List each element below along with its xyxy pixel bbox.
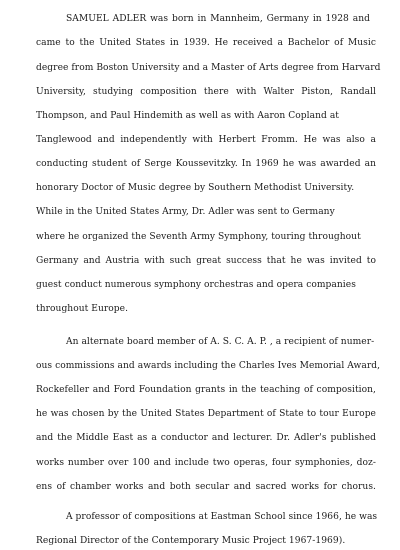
text-line: he was chosen by the United States Department of State to tour Europe: [36, 409, 376, 419]
text-line: throughout Europe.: [36, 304, 129, 314]
text-line: While in the United States Army, Dr. Adler was sent to Germany: [36, 207, 335, 217]
text-line: A professor of compositions at Eastman School since 1966, he was: [66, 512, 378, 522]
text-line: ous commissions and awards including the Charles Ives Memorial Award,: [36, 361, 381, 371]
text-line: and the Middle East as a conductor and lecturer. Dr. Adler's published: [36, 433, 376, 443]
text-line: Regional Director of the Contemporary Music Project 1967-1969).: [36, 536, 346, 546]
text-line: ens of chamber works and both secular and sacred works for chorus.: [36, 482, 376, 492]
text-line: works number over 100 and include two operas, four symphonies, doz-: [36, 458, 376, 468]
text-line: came to the United States in 1939. He received a Bachelor of Music: [36, 38, 376, 48]
text-line: Thompson, and Paul Hindemith as well as with Aaron Copland at: [36, 111, 339, 121]
text-line: Rockefeller and Ford Foundation grants in the teaching of composition,: [36, 385, 376, 395]
text-line: Germany and Austria with such great success that he was invited to: [36, 256, 376, 266]
text-line: An alternate board member of A. S. C. A. P. , a recipient of numer-: [66, 337, 375, 347]
text-line: degree from Boston University and a Master of Arts degree from Harvard: [36, 63, 381, 73]
text-line: where he organized the Seventh Army Symphony, touring throughout: [36, 232, 361, 242]
text-line: SAMUEL ADLER was born in Mannheim, Germany in 1928 and: [66, 14, 370, 24]
text-line: Tanglewood and independently with Herbert Fromm. He was also a: [36, 135, 376, 145]
text-line: guest conduct numerous symphony orchestras and opera companies: [36, 280, 356, 290]
text-line: University, studying composition there with Walter Piston, Randall: [36, 87, 376, 97]
text-line: honorary Doctor of Music degree by Southern Methodist University.: [36, 183, 355, 193]
text-line: conducting student of Serge Koussevitzky. In 1969 he was awarded an: [36, 159, 376, 169]
